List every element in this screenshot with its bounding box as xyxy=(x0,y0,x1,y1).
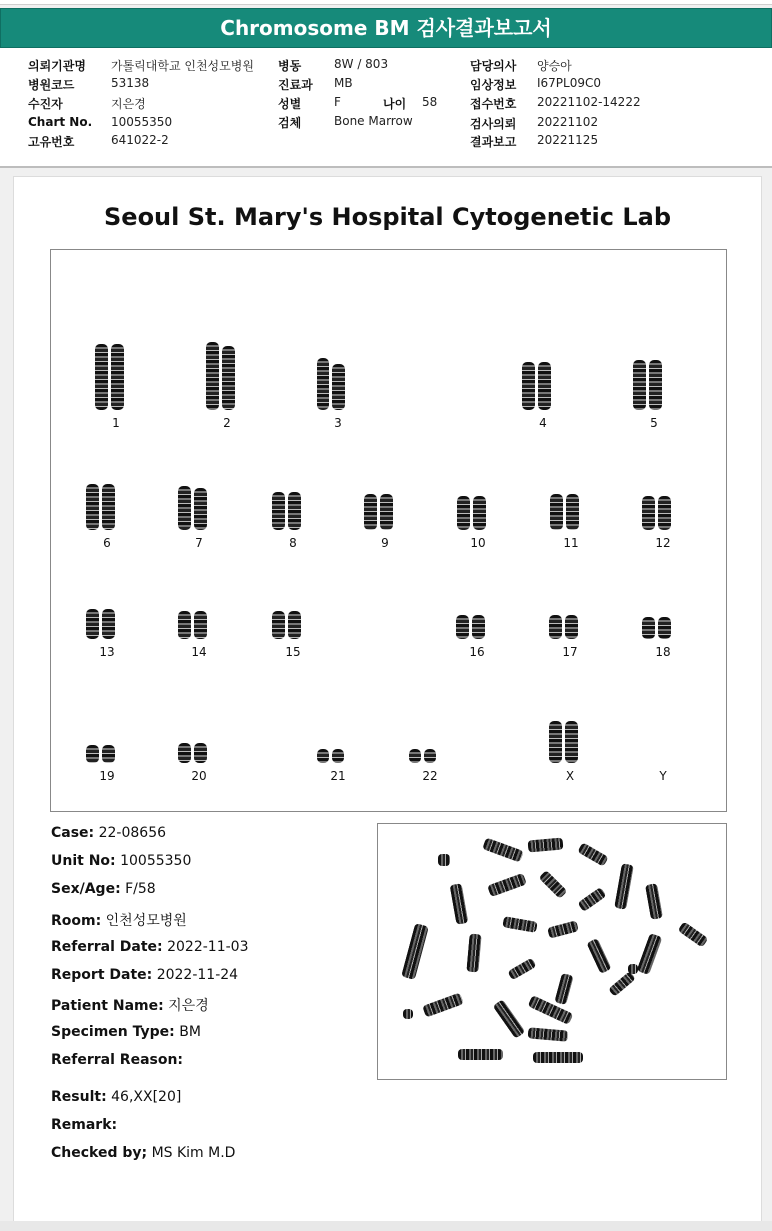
chromosome-pair-3 xyxy=(317,330,359,430)
clinical-label: 임상정보 xyxy=(470,78,517,92)
chromosome-pair-18 xyxy=(642,595,684,659)
physician-label: 담당의사 xyxy=(470,59,517,73)
chromosome-pair-22 xyxy=(409,705,451,783)
sex-value: F xyxy=(334,95,341,109)
chromosome-label: 9 xyxy=(381,536,389,550)
metaphase-image xyxy=(377,823,727,1080)
report-date-label: 결과보고 xyxy=(470,135,517,149)
bottom-bar xyxy=(0,1221,772,1231)
chromosome-label: 8 xyxy=(289,536,297,550)
chromosome-pair-21 xyxy=(317,705,359,783)
patient-info-panel xyxy=(0,48,772,168)
result-value: 46,XX[20] xyxy=(111,1089,182,1105)
lab-title: Seoul St. Mary's Hospital Cytogenetic Lab xyxy=(104,203,671,231)
remark-row: Remark: xyxy=(51,1117,118,1133)
chromosome-label: 10 xyxy=(470,536,486,550)
receipt-label: 접수번호 xyxy=(470,97,517,111)
referral-date-value: 2022-11-03 xyxy=(167,939,249,955)
patient-name-row: Patient Name: 지은경 xyxy=(51,998,209,1014)
chromosome-pair-9 xyxy=(364,475,406,550)
ward-value: 8W / 803 xyxy=(334,57,389,71)
chromosome-label: 5 xyxy=(650,416,658,430)
case-value: 22-08656 xyxy=(98,825,167,841)
chromosome-label: 14 xyxy=(191,645,207,659)
report-date-value: 2022-11-24 xyxy=(156,967,239,983)
chromosome-label: 22 xyxy=(422,769,438,783)
chromosome-pair-5 xyxy=(633,330,675,430)
case-row: Case: 22-08656 xyxy=(51,825,167,841)
specimen-label: 검체 xyxy=(278,116,302,130)
unique-no-value: 641022-2 xyxy=(111,133,169,147)
sexage-value: F/58 xyxy=(125,881,156,897)
clinical-value: I67PL09C0 xyxy=(537,76,602,90)
sex-label: 성별 xyxy=(278,97,302,111)
chromosome-label: 20 xyxy=(191,769,207,783)
chromosome-pair-15 xyxy=(272,595,314,659)
chromosome-label: 3 xyxy=(334,416,342,430)
department-label: 진료과 xyxy=(278,78,313,92)
chromosome-label: Y xyxy=(659,769,667,783)
chromosome-label: 2 xyxy=(223,416,231,430)
patient-label: 수진자 xyxy=(28,97,63,111)
chromosome-label: 17 xyxy=(562,645,578,659)
institution-label: 의뢰기관명 xyxy=(28,59,86,73)
chromosome-label: 21 xyxy=(330,769,346,783)
chromosome-pair-20 xyxy=(178,705,220,783)
chromosome-pair-14 xyxy=(178,595,220,659)
chromosome-label: 16 xyxy=(469,645,485,659)
chromosome-label: 4 xyxy=(539,416,547,430)
chromosome-pair-19 xyxy=(86,705,128,783)
ward-label: 병동 xyxy=(278,59,302,73)
chromosome-label: 18 xyxy=(655,645,671,659)
chromosome-label: 7 xyxy=(195,536,203,550)
request-label: 검사의뢰 xyxy=(470,117,517,131)
referral-reason-row: Referral Reason: xyxy=(51,1052,184,1068)
unit-row: Unit No: 10055350 xyxy=(51,853,192,869)
checked-value: MS Kim M.D xyxy=(151,1145,236,1161)
institution-value: 가톨릭대학교 인천성모병원 xyxy=(111,59,254,73)
chromosome-pair-13 xyxy=(86,595,128,659)
hospital-code-value: 53138 xyxy=(111,76,150,90)
report-title: Chromosome BM 검사결과보고서 xyxy=(0,8,772,48)
specimen-type-row: Specimen Type: BM xyxy=(51,1024,201,1040)
specimen-type-value: BM xyxy=(179,1024,201,1040)
chromosome-label: 6 xyxy=(103,536,111,550)
chromosome-pair-17 xyxy=(549,595,591,659)
chromosome-pair-16 xyxy=(456,595,498,659)
receipt-value: 20221102-14222 xyxy=(537,95,641,109)
specimen-value: Bone Marrow xyxy=(334,114,413,128)
room-value: 인천성모병원 xyxy=(105,913,187,929)
request-value: 20221102 xyxy=(537,115,599,129)
report-date-row: Report Date: 2022-11-24 xyxy=(51,967,239,983)
age-value: 58 xyxy=(422,95,438,109)
chromosome-pair-2 xyxy=(206,330,248,430)
sexage-row: Sex/Age: F/58 xyxy=(51,881,156,897)
age-label: 나이 xyxy=(383,97,407,111)
chromosome-pair-x xyxy=(549,705,591,783)
chromosome-label: 13 xyxy=(99,645,115,659)
chromosome-pair-1 xyxy=(95,330,137,430)
chromosome-label: 19 xyxy=(99,769,115,783)
chromosome-pair-7 xyxy=(178,475,220,550)
department-value: MB xyxy=(334,76,353,90)
room-row: Room: 인천성모병원 xyxy=(51,913,187,929)
chromosome-label: X xyxy=(565,769,575,783)
chromosome-pair-4 xyxy=(522,330,564,430)
checked-row: Checked by; MS Kim M.D xyxy=(51,1145,236,1161)
top-border xyxy=(0,0,772,5)
hospital-code-label: 병원코드 xyxy=(28,78,75,92)
chromosome-label: 15 xyxy=(285,645,301,659)
patient-name-value: 지은경 xyxy=(168,998,209,1014)
chart-no-value: 10055350 xyxy=(111,115,173,129)
chart-no-label: Chart No. xyxy=(28,115,93,129)
chromosome-pair-8 xyxy=(272,475,314,550)
chromosome-pair-6 xyxy=(86,475,128,550)
karyotype-report xyxy=(13,176,762,1223)
chromosome-pair-11 xyxy=(550,475,592,550)
chromosome-label: 1 xyxy=(112,416,120,430)
karyogram xyxy=(50,249,727,812)
referral-date-row: Referral Date: 2022-11-03 xyxy=(51,939,249,955)
unique-no-label: 고유번호 xyxy=(28,135,75,149)
chromosome-pair-10 xyxy=(457,475,499,550)
patient-value: 지은경 xyxy=(111,97,146,111)
chromosome-label: 11 xyxy=(563,536,579,550)
report-date-value: 20221125 xyxy=(537,133,599,147)
chromosome-label: 12 xyxy=(655,536,671,550)
result-row: Result: 46,XX[20] xyxy=(51,1089,182,1105)
chromosome-pair-12 xyxy=(642,475,684,550)
unit-value: 10055350 xyxy=(120,853,192,869)
chromosome-y-slot xyxy=(642,705,684,783)
physician-value: 양승아 xyxy=(537,59,572,73)
